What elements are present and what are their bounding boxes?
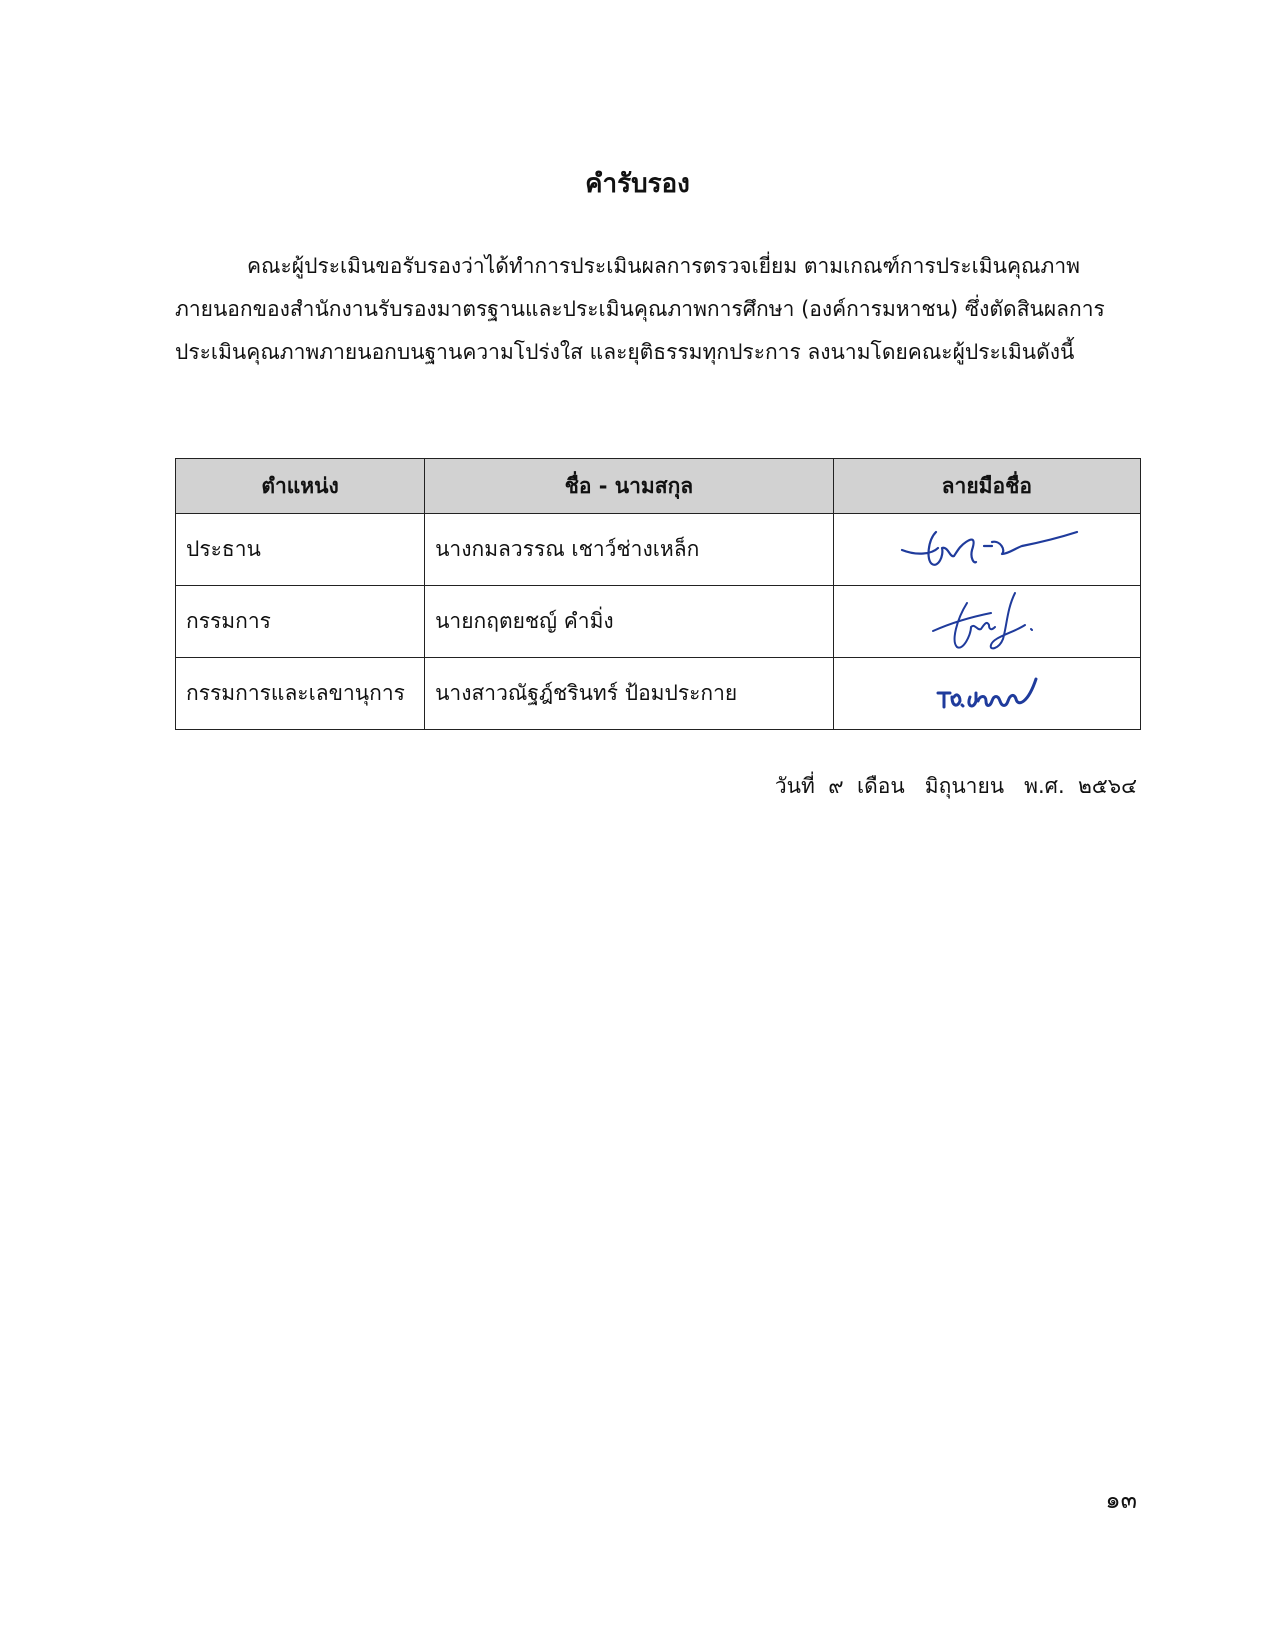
position-cell: กรรมการและเลขานุการ	[176, 658, 425, 730]
header-name: ชื่อ - นามสกุล	[425, 459, 834, 514]
document-title: คำรับรอง	[585, 169, 690, 199]
header-signature: ลายมือชื่อ	[833, 459, 1140, 514]
position-cell: ประธาน	[176, 514, 425, 586]
name-cell: นางกมลวรรณ เชาว์ช่างเหล็ก	[425, 514, 834, 586]
name-cell: นายกฤตยชญ์ คำมิ่ง	[425, 586, 834, 658]
header-position: ตำแหน่ง	[176, 459, 425, 514]
signature-3	[932, 671, 1042, 717]
paragraph-text: คณะผู้ประเมินขอรับรองว่าได้ทำการประเมินผลการตรวจเยี่ยม ตามเกณฑ์การประเมินคุณภาพภายนอกของสำนักงานรับรองมาตรฐานและประเมินคุณภาพการศึกษา (องค์การมหาชน) ซึ่งตัดสินผลการประเมินคุณภาพภายนอกบนฐานความโปร่งใส และยุติธรรมทุกประการ ลงนามโดยคณะผู้ประเมินดังนี้	[175, 254, 1105, 364]
name-cell: นางสาวณัฐฎ์ชรินทร์ ป้อมประกาย	[425, 658, 834, 730]
signature-2	[927, 589, 1047, 655]
table-header-row	[176, 459, 1141, 514]
date-line: วันที่ ๙ เดือน มิถุนายน พ.ศ. ๒๕๖๔	[774, 774, 1137, 798]
signature-cell	[833, 586, 1140, 658]
table-row	[176, 514, 1141, 586]
position-cell: กรรมการ	[176, 586, 425, 658]
table-row	[176, 658, 1141, 730]
signature-1	[892, 520, 1082, 580]
signature-cell	[833, 514, 1140, 586]
signature-cell	[833, 658, 1140, 730]
table-row	[176, 586, 1141, 658]
certification-paragraph	[175, 245, 1135, 374]
signature-table	[175, 458, 1141, 730]
page-number: ๑๓	[1105, 1486, 1137, 1514]
